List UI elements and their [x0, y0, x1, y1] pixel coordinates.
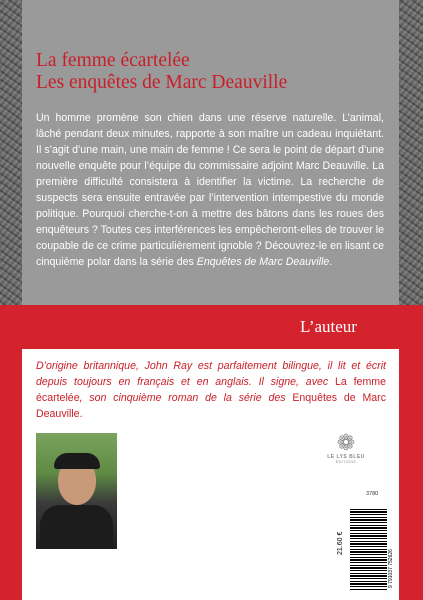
- bio-part-2: , son cinquième roman de la série des: [79, 392, 286, 404]
- bio-book-title: La femme écartelée: [36, 376, 386, 404]
- synopsis-end: .: [329, 256, 333, 268]
- barcode-digits: 9 791037 752626: [388, 549, 394, 588]
- bio-part-1: D’origine britannique, John Ray est parfaitement bilingue, il lit et écrit depuis toujours en français et en anglais. Il signe, avec: [36, 360, 386, 388]
- synopsis-series-name: Enquêtes de Marc Deauville: [196, 256, 330, 268]
- synopsis-body: Un homme promène son chien dans une réserve naturelle. L’animal, lâché pendant deux minutes, rapporte à son maître un cadeau inquiétant. Il s’agit d’une main, une main de femme ! Ce sera le point de départ d’une nouvelle enquête pour l’équipe du commissaire adjoint Marc Deauville. La première difficulté consistera à identifier la victime. La recherche de suspects sera ensuite entravée par l’intervention intempestive du monde politique. Pourquoi cherche-t-on à mettre des bâtons dans les roues des enquêteurs ? Toutes ces interférences les empêcheront-elles de trouver le coupable de ce crime particulièrement ignoble ? Découvrez-le en lisant ce cinquième polar dans la série des: [36, 112, 384, 268]
- lily-flower-icon: ❁: [336, 430, 356, 455]
- publisher-sub: ÉDITIONS: [335, 460, 357, 464]
- bio-series-name: Enquêtes de Marc Deauville: [36, 392, 386, 420]
- author-bio: [36, 358, 386, 422]
- price-label: 21.60 €: [337, 531, 344, 555]
- book-title: [36, 50, 386, 94]
- author-photo: [36, 433, 117, 549]
- publisher-logo: [326, 432, 366, 464]
- isbn-barcode: [350, 509, 387, 591]
- product-code: 3780: [366, 491, 379, 497]
- bio-end: .: [79, 408, 83, 420]
- author-heading: L’auteur: [300, 317, 357, 336]
- publisher-name: LE LYS BLEU: [327, 454, 365, 460]
- title-line-2: Les enquêtes de Marc Deauville: [36, 72, 288, 93]
- synopsis-text: [36, 110, 384, 270]
- title-line-1: La femme écartelée: [36, 50, 190, 71]
